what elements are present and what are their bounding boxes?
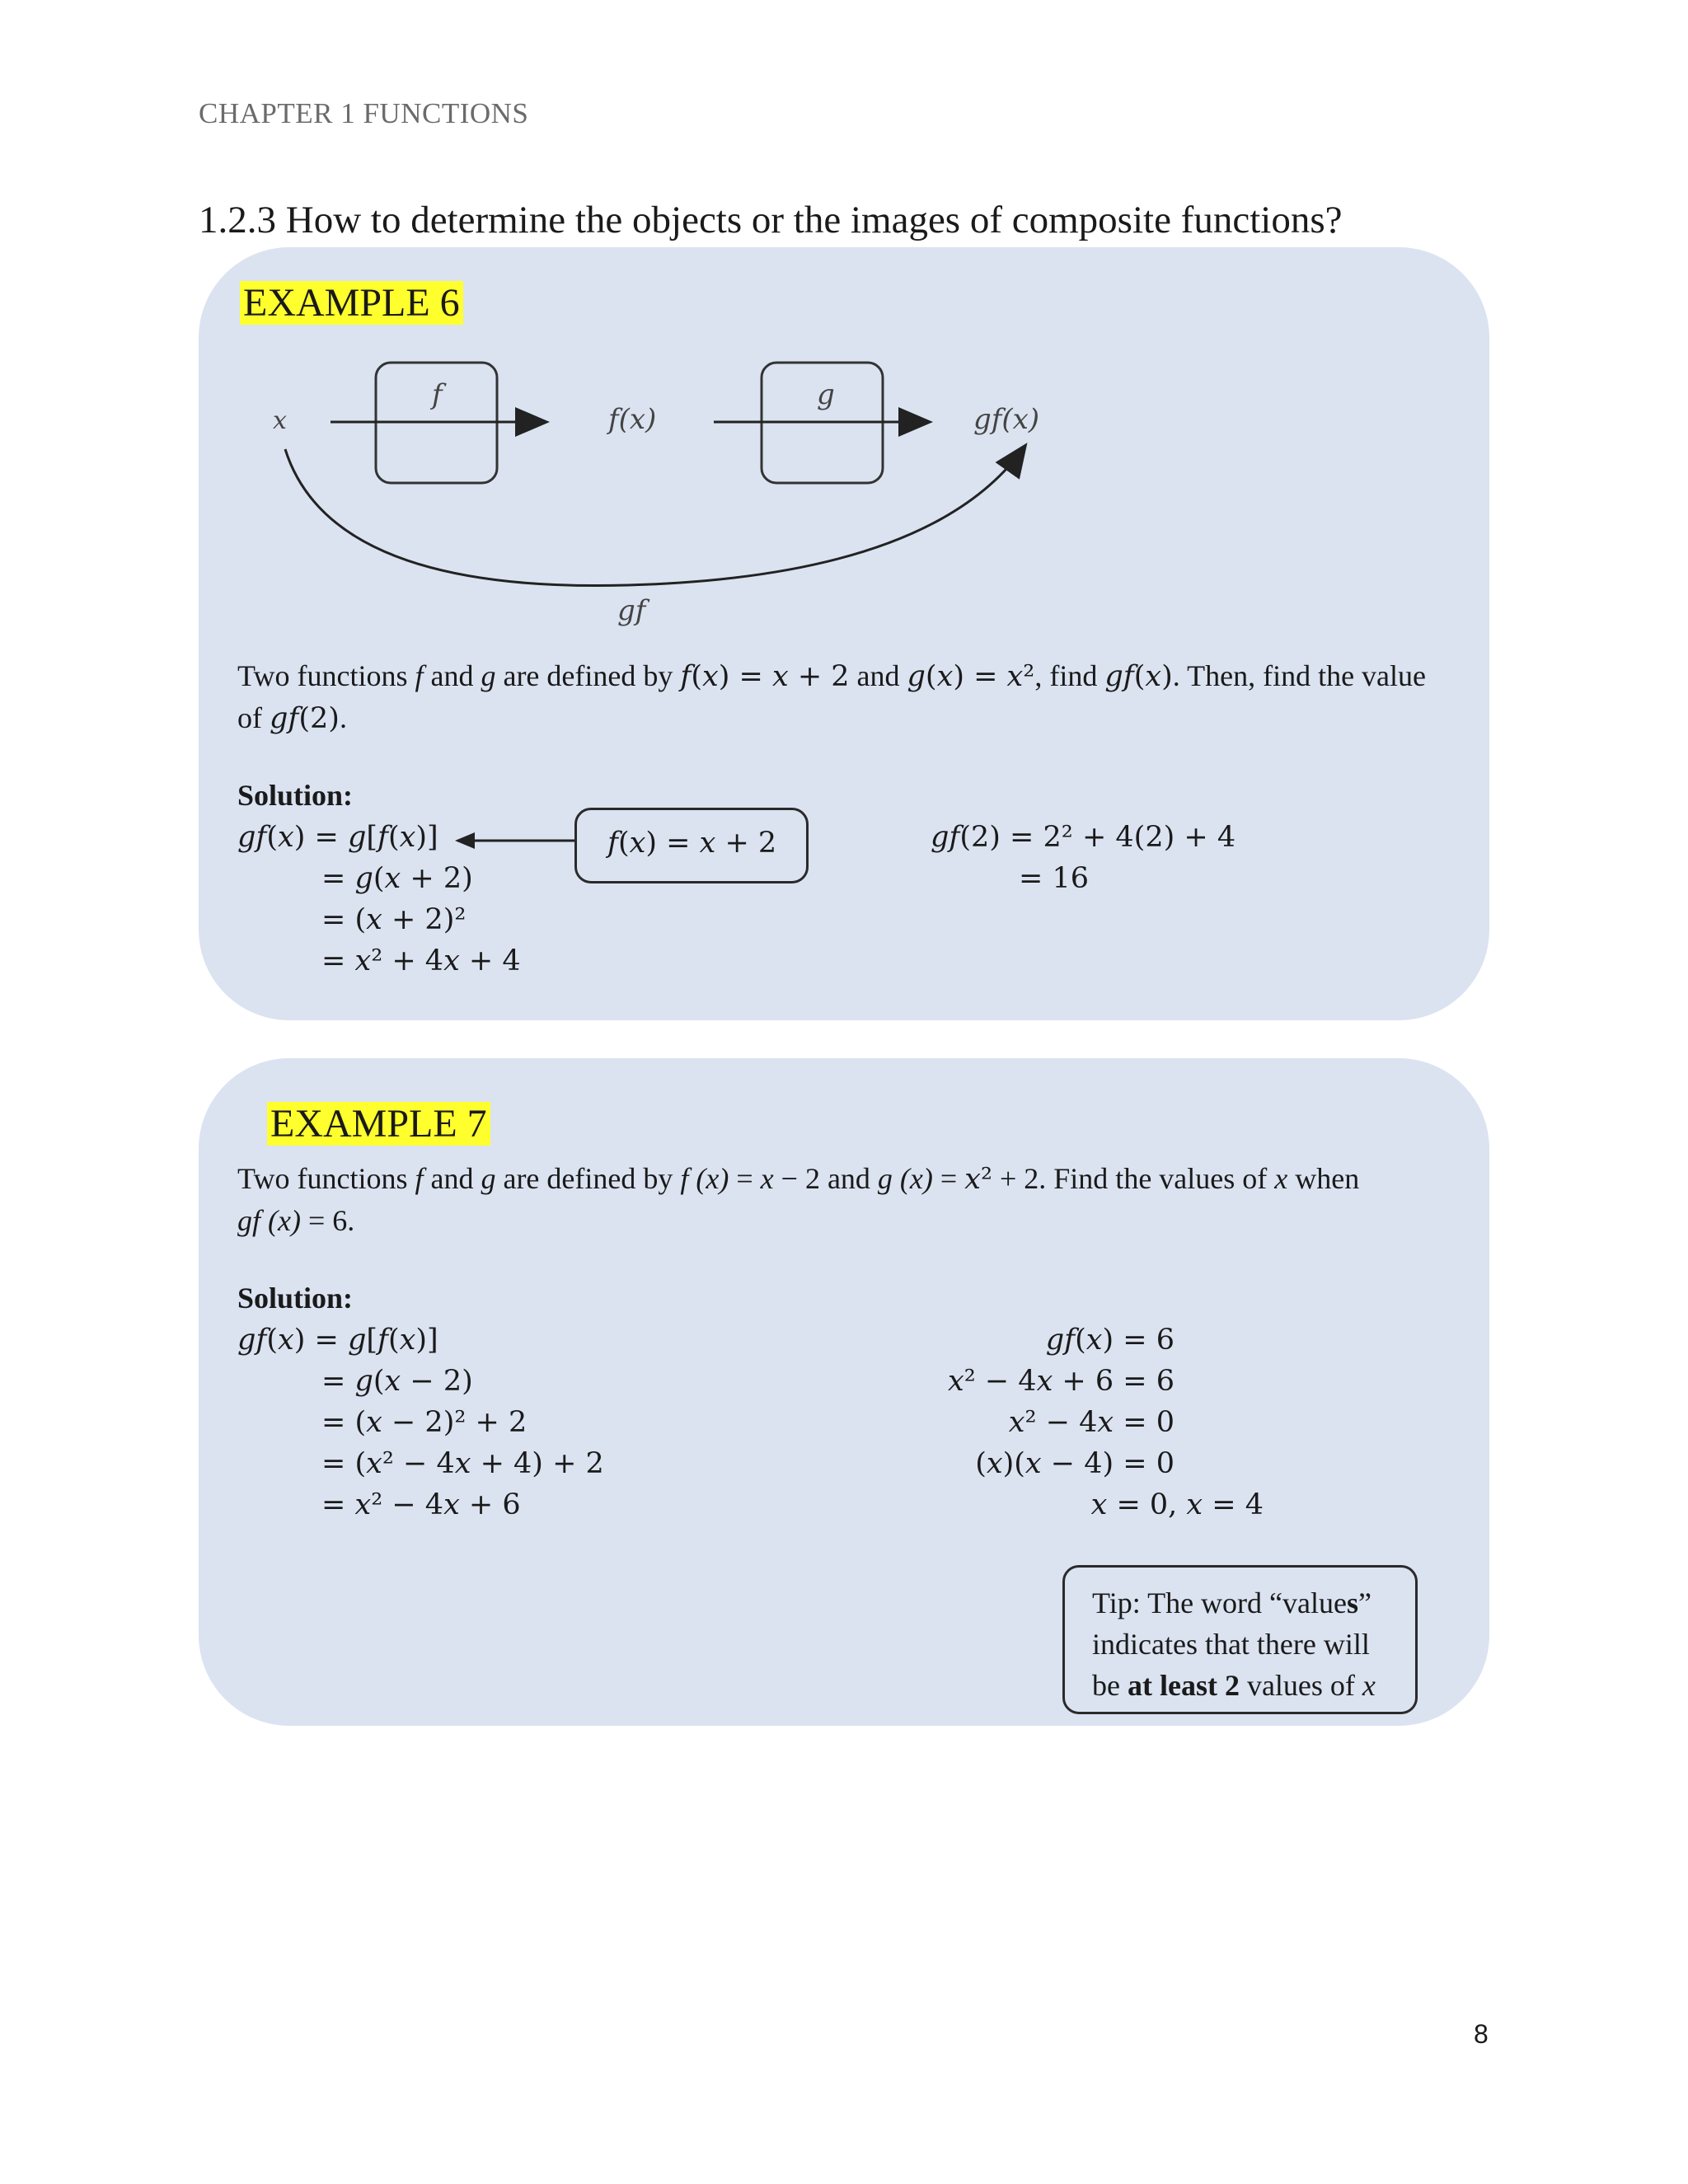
section-title: 1.2.3 How to determine the objects or the images of composite functions? (199, 199, 1343, 241)
example-7-solve-2: 𝑥² − 4𝑥 + 6 = 6 (947, 1365, 1175, 1398)
example-7-label: EXAMPLE 7 (267, 1101, 490, 1147)
tip-text: Tip: The word “values” indicates that there will be at least 2 values of x (1092, 1586, 1376, 1702)
example-6-step-2: = 𝑔(𝑥 + 2) (321, 862, 473, 895)
composite-function-diagram (240, 346, 1081, 635)
arrow-gf-curve (285, 447, 1025, 586)
example-7-step-5: = 𝑥² − 4𝑥 + 6 (321, 1488, 521, 1521)
diagram-f-label: f (432, 378, 443, 411)
fx-callout-text: 𝑓(𝑥) = 𝑥 + 2 (607, 827, 777, 860)
example-7-solution-label: Solution: (237, 1282, 354, 1315)
example-7-step-3: = (𝑥 − 2)² + 2 (321, 1406, 528, 1439)
chapter-header: CHAPTER 1 FUNCTIONS (199, 97, 529, 129)
example-7-step-1: 𝑔𝑓(𝑥) = 𝑔[𝑓(𝑥)] (237, 1324, 438, 1357)
page-number: 8 (1474, 2019, 1489, 2049)
diagram-gfx-label: gf(x) (973, 403, 1040, 436)
diagram-fx-label: f(x) (608, 403, 657, 436)
example-7-solve-5: 𝑥 = 0, 𝑥 = 4 (1090, 1488, 1264, 1521)
example-6-question: Two functions f and g are defined by 𝑓(𝑥) = 𝑥 + 2 and 𝑔(𝑥) = 𝑥², find 𝑔𝑓(𝑥). Then, find the value of 𝑔𝑓(2). (237, 659, 1427, 735)
tip-box (1062, 1565, 1418, 1714)
example-7-question: Two functions f and g are defined by f (x) = x − 2 and g (x) = 𝑥² + 2. Find the values of x when gf (x) = 6. (237, 1162, 1360, 1237)
example-7-step-4: = (𝑥² − 4𝑥 + 4) + 2 (321, 1447, 604, 1480)
example-7-solve-3: 𝑥² − 4𝑥 = 0 (1008, 1406, 1175, 1439)
example-6-step-1: 𝑔𝑓(𝑥) = 𝑔[𝑓(𝑥)] (237, 821, 438, 854)
diagram-gf-label: gf (617, 594, 646, 627)
diagram-x-label: x (273, 406, 287, 435)
diagram-g-label: g (817, 378, 835, 411)
example-7-solve-4: (𝑥)(𝑥 − 4) = 0 (975, 1447, 1175, 1480)
fx-callout-box (574, 808, 809, 883)
callout-arrow (453, 824, 581, 857)
example-6-eval-2: = 16 (1019, 862, 1089, 895)
example-6-eval-1: 𝑔𝑓(2) = 2² + 4(2) + 4 (931, 821, 1236, 854)
example-6-label: EXAMPLE 6 (240, 280, 463, 326)
example-6-step-4: = 𝑥² + 4𝑥 + 4 (321, 944, 521, 977)
example-7-solve-1: 𝑔𝑓(𝑥) = 6 (1045, 1324, 1175, 1357)
example-6-solution-label: Solution: (237, 779, 354, 812)
example-7-step-2: = 𝑔(𝑥 − 2) (321, 1365, 473, 1398)
example-6-step-3: = (𝑥 + 2)² (321, 903, 467, 936)
